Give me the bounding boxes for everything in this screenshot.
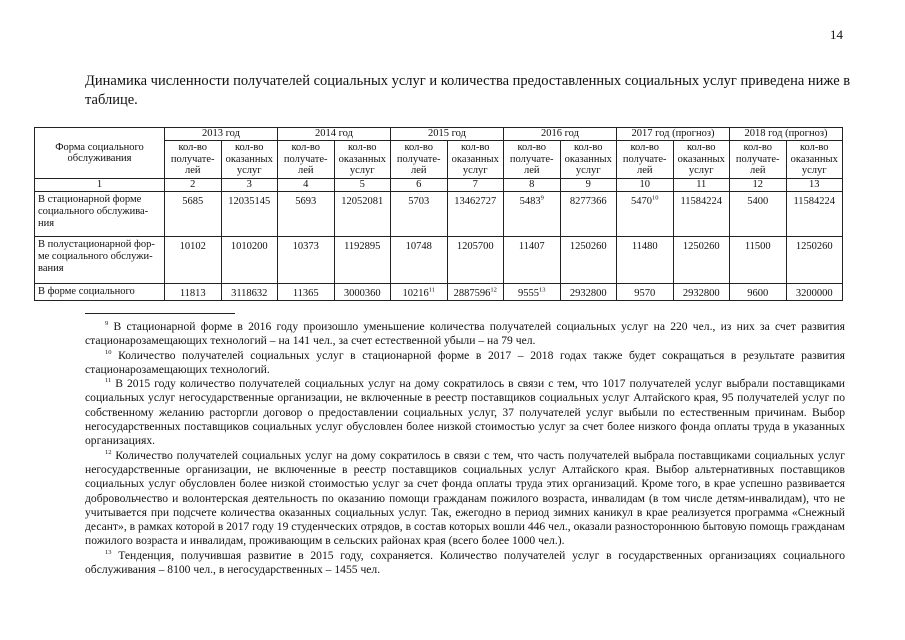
footnote (85, 549, 845, 578)
column-number: 10 (617, 179, 674, 192)
column-number: 2 (165, 179, 222, 192)
table-cell (673, 236, 730, 283)
cell-value: 10373 (292, 240, 319, 252)
cell-value: 3118632 (231, 287, 268, 299)
footnote (85, 320, 845, 349)
table-cell (165, 191, 222, 236)
sub-header: кол-во оказанных услуг (447, 141, 504, 179)
intro-paragraph: Динамика численности получателей социальных услуг и количества предоставленных социальных услуг приведена ниже в таблице. (85, 73, 851, 108)
cell-value: 5470 (631, 195, 652, 207)
column-number: 7 (447, 179, 504, 192)
table-cell (447, 236, 504, 283)
cell-value: 1192895 (344, 240, 381, 252)
footnote-text: Тенденция, получившая развитие в 2015 году, сохраняется. Количество получателей услуг в государственных организациях социального обслуживания – 8100 чел., в негосударственных – 1455 чел. (85, 548, 845, 577)
footnote-text: Количество получателей социальных услуг в стационарной форме в 2017 – 2018 годах также будет сокращаться в результате развития стационарозамещающих технологий. (85, 348, 845, 376)
table-cell (617, 236, 674, 283)
table-row (35, 191, 843, 236)
table-cell (560, 283, 617, 300)
row-label: В форме социального (35, 283, 165, 300)
footnote (85, 449, 845, 549)
table-cell (673, 191, 730, 236)
footnote (85, 349, 845, 378)
cell-value: 1250260 (569, 240, 607, 252)
cell-value: 9570 (634, 287, 656, 299)
sub-header: кол-во получате-лей (278, 141, 335, 179)
table-cell (221, 236, 278, 283)
cell-value: 11584224 (793, 195, 836, 207)
cell-value: 10748 (405, 240, 432, 252)
table-cell (617, 283, 674, 300)
footnote-reference: 9 (540, 194, 544, 201)
table-cell (560, 236, 617, 283)
row-label: В полустационарной фор-ме социального обслужи-вания (35, 236, 165, 283)
column-number: 12 (730, 179, 787, 192)
table-cell (391, 191, 448, 236)
sub-header: кол-во оказанных услуг (560, 141, 617, 179)
sub-header: кол-во получате-лей (730, 141, 787, 179)
footnote-mark: 9 (105, 320, 109, 328)
footnote (85, 377, 845, 448)
column-number: 9 (560, 179, 617, 192)
header-row-numbers (35, 179, 843, 192)
cell-value: 5693 (295, 195, 317, 207)
footnote-text: В стационарной форме в 2016 году произошло уменьшение количества получателей социальных услуг на 220 чел., из них за счет развития стационарозамещающих технологий – на 141 чел., за счет естественной убыли – на 79 чел. (85, 320, 845, 348)
year-header: 2016 год (504, 128, 617, 141)
sub-header: кол-во оказанных услуг (334, 141, 391, 179)
footnote-text: В 2015 году количество получателей социальных услуг на дому сократилось в связи с тем, что 1017 получателей услуг выбрали поставщиками социальных услуг негосударственные организации, не включенные в реестр поставщиков социальных услуг Алтайского края, 95 получателей услуг по собственному желанию расторгли договор о предоставлении социальных услуг, 37 получателей услуг выбыли по естественным причинам. Выбор негосударственных поставщиков социальных услуг обусловлен более низкой стоимостью услуг за счет более низкого фонда оплаты труда в указанных организациях. (85, 377, 845, 448)
table-cell (221, 283, 278, 300)
column-number: 13 (786, 179, 843, 192)
cell-value: 9555 (518, 287, 539, 299)
cell-value: 8277366 (569, 195, 607, 207)
table-cell (278, 236, 335, 283)
sub-header: кол-во оказанных услуг (221, 141, 278, 179)
sub-header: кол-во получате-лей (165, 141, 222, 179)
footnote-mark: 10 (105, 348, 112, 356)
sub-header: кол-во получате-лей (391, 141, 448, 179)
footnote-mark: 12 (105, 448, 112, 456)
table-cell (730, 283, 787, 300)
year-header: 2015 год (391, 128, 504, 141)
cell-value: 2932800 (682, 287, 720, 299)
cell-value: 1205700 (456, 240, 494, 252)
cell-value: 1250260 (682, 240, 720, 252)
footnote-reference: 13 (539, 286, 546, 293)
table-cell (165, 283, 222, 300)
table-cell (447, 191, 504, 236)
column-number: 4 (278, 179, 335, 192)
column-number: 1 (35, 179, 165, 192)
table-row (35, 283, 843, 300)
cell-value: 5703 (408, 195, 430, 207)
table-cell (504, 236, 561, 283)
column-number: 8 (504, 179, 561, 192)
cell-value: 11407 (518, 240, 545, 252)
footnote-reference: 12 (490, 286, 497, 293)
header-row-years (35, 128, 843, 141)
cell-value: 11365 (292, 287, 319, 299)
cell-value: 5483 (519, 195, 541, 207)
column-number: 3 (221, 179, 278, 192)
cell-value: 5685 (182, 195, 204, 207)
footnote-mark: 11 (105, 377, 112, 385)
cell-value: 10216 (402, 287, 429, 299)
footnote-text: Количество получателей социальных услуг на дому сократилось в связи с тем, что часть получателей выбрала поставщиками социальных услуг негосударственные организации, не включенные в реестр поставщиков социальных услуг Алтайского края. Выбор альтернативных поставщиков социальных услуг обусловлен более низкой стоимостью услуг за счет фонда оплаты труда этих организаций. Кроме того, в крае успешно развивается добровольчество и волонтерская деятельность по оказанию помощи гражданам пожилого возраста, инвалидам (в том числе детям-инвалидам), что не учитывается при подсчете количества оказанных социальных услуг. Так, ежегодно в период зимних каникул в крае реализуется программа «Снежный десант», в рамках которой в 2017 году 19 студенческих отрядов, в состав которых вошли 446 чел., оказали разностороннюю бытовую помощь гражданам пожилого возраста и инвалидам, проживающим в сельских районах края (всего более 1000 чел.). (85, 448, 845, 548)
corner-header: Форма социального обслуживания (35, 128, 165, 179)
cell-value: 12035145 (228, 195, 271, 207)
table-cell (391, 283, 448, 300)
statistics-table (34, 127, 843, 301)
cell-value: 11813 (179, 287, 206, 299)
year-header: 2014 год (278, 128, 391, 141)
cell-value: 2887596 (453, 287, 491, 299)
table-cell (673, 283, 730, 300)
cell-value: 9600 (747, 287, 769, 299)
table-cell (504, 191, 561, 236)
table-cell (334, 191, 391, 236)
table-cell (278, 283, 335, 300)
table-cell (334, 236, 391, 283)
cell-value: 13462727 (454, 195, 497, 207)
year-header: 2017 год (прогноз) (617, 128, 730, 141)
cell-value: 11500 (744, 240, 771, 252)
cell-value: 11584224 (680, 195, 723, 207)
year-header: 2018 год (прогноз) (730, 128, 843, 141)
cell-value: 1250260 (795, 240, 833, 252)
column-number: 6 (391, 179, 448, 192)
cell-value: 12052081 (341, 195, 384, 207)
cell-value: 3000360 (343, 287, 381, 299)
sub-header: кол-во оказанных услуг (786, 141, 843, 179)
cell-value: 1010200 (230, 240, 268, 252)
table-cell (278, 191, 335, 236)
table-cell (334, 283, 391, 300)
cell-value: 10102 (179, 240, 206, 252)
table-cell (391, 236, 448, 283)
footnote-reference: 11 (428, 286, 435, 293)
table-cell (786, 191, 843, 236)
column-number: 5 (334, 179, 391, 192)
sub-header: кол-во получате-лей (504, 141, 561, 179)
cell-value: 5400 (747, 195, 769, 207)
table-cell (221, 191, 278, 236)
table-cell (165, 236, 222, 283)
table-cell (730, 236, 787, 283)
footnote-reference: 10 (652, 194, 659, 201)
footnote-mark: 13 (105, 548, 112, 556)
footnote-separator (85, 313, 235, 314)
table-cell (447, 283, 504, 300)
table-cell (617, 191, 674, 236)
table-cell (786, 236, 843, 283)
year-header: 2013 год (165, 128, 278, 141)
cell-value: 2932800 (569, 287, 607, 299)
table-cell (504, 283, 561, 300)
sub-header: кол-во получате-лей (617, 141, 674, 179)
page-number: 14 (830, 27, 843, 42)
cell-value: 3200000 (795, 287, 833, 299)
cell-value: 11480 (631, 240, 658, 252)
row-label: В стационарной форме социального обслужива-ния (35, 191, 165, 236)
column-number: 11 (673, 179, 730, 192)
footnotes-section (85, 320, 845, 577)
table-cell (730, 191, 787, 236)
table-row (35, 236, 843, 283)
sub-header: кол-во оказанных услуг (673, 141, 730, 179)
table-cell (560, 191, 617, 236)
table-cell (786, 283, 843, 300)
